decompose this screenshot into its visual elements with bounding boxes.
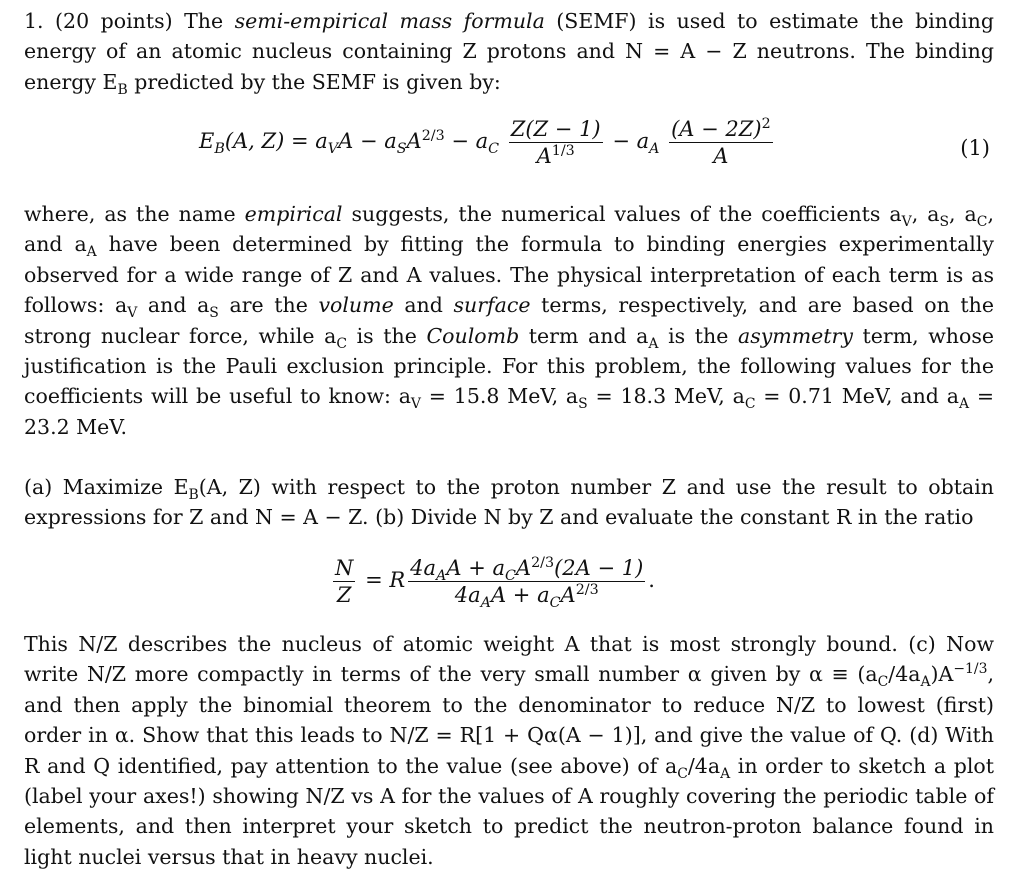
ratio-denominator — [408, 582, 645, 612]
eq1-args: (A, Z) = a — [224, 129, 328, 153]
intro-text-3: predicted by the SEMF is given by: — [127, 69, 501, 94]
aa-sub: A — [649, 141, 660, 158]
p4-text: , and then apply the binomial theorem to the denominator to reduce N/Z to lowest (first) order in α. Show that this leads to N/Z = R[1 + Qα(A − 1)], and give the value of Q. (d) With R and Q identified, pay attention to the value (see above) of a — [24, 662, 994, 778]
p2-sub: V — [901, 214, 912, 231]
p2-text: = 23.2 MeV. — [24, 384, 995, 439]
p2-text: term and a — [519, 323, 649, 348]
p2-sub: A — [958, 396, 970, 413]
coulomb-den-exp: 1/3 — [551, 143, 575, 159]
p2-sub: S — [939, 214, 950, 231]
empirical-word: empirical — [244, 202, 343, 226]
asymmetry-numerator — [669, 116, 773, 143]
asym-num-base: (A − 2Z) — [671, 117, 762, 141]
p2-text: where, as the name — [24, 202, 245, 226]
p2-text: , a — [949, 202, 977, 226]
eq1-term3: − a — [444, 129, 489, 153]
p2-text: term, whose justification is the Pauli exclusion principle. For this problem, the following values for the coefficients will be useful to know: a — [24, 323, 995, 409]
intro-text: 1. (20 points) The — [24, 9, 235, 33]
p2-text: have been determined by fitting the formula to binding energies experimentally observed for a wide range of Z and A values. The physical interpretation of each term is as follows: a — [24, 232, 994, 318]
eb-sub: B — [214, 141, 225, 158]
p2-sub: A — [86, 244, 97, 261]
r-den-c-exp: 2/3 — [575, 582, 599, 598]
nz-numerator: N — [335, 556, 354, 580]
p2-text: and a — [137, 293, 210, 318]
p2-text: = 0.71 MeV, and a — [755, 384, 959, 409]
p4-sup: −1/3 — [953, 661, 988, 678]
r-num-b-sub: C — [505, 568, 516, 585]
p2-sub: V — [127, 305, 138, 322]
coulomb-word: Coulomb — [426, 323, 520, 348]
r-den-b: A + a — [490, 583, 550, 607]
p2-text: are the — [218, 293, 319, 318]
r-num-c-exp: 2/3 — [531, 555, 555, 571]
p2-sub: C — [976, 214, 988, 231]
p2-sub: S — [578, 396, 588, 413]
asym-num-exp: 2 — [761, 116, 771, 132]
asymmetry-word: asymmetry — [737, 323, 853, 348]
eb-subscript: B — [117, 81, 128, 98]
ac-sub: C — [488, 141, 500, 158]
p4-sub: A — [720, 765, 731, 782]
ratio-numerator — [408, 555, 645, 585]
ratio-fraction — [408, 555, 645, 612]
p2-text: is the — [658, 323, 738, 348]
eq1-term2-exp: 2/3 — [421, 128, 445, 144]
volume-word: volume — [318, 293, 394, 318]
p4-sub: A — [920, 674, 931, 691]
r-den-a: 4a — [454, 583, 481, 607]
equation-1-body — [199, 116, 776, 169]
coefficients-paragraph — [24, 199, 994, 442]
equation-2-body — [330, 555, 655, 612]
nz-fraction — [333, 555, 355, 608]
asymmetry-denominator: A — [713, 144, 729, 168]
p4-text: /4a — [687, 753, 721, 778]
av-sub: V — [327, 141, 339, 158]
coulomb-den-base: A — [536, 144, 552, 168]
equation-2 — [24, 555, 994, 621]
eb-symbol: E — [199, 129, 215, 153]
equals-r: = R — [365, 568, 406, 592]
intro-text-2: (SEMF) is used to estimate the binding energy of an atomic nucleus containing Z protons and N = A − Z neutrons. The binding energy E — [24, 9, 994, 94]
r-num-a: 4a — [410, 556, 437, 580]
p4-text: )A — [930, 662, 954, 687]
eq1-term2: A — [406, 129, 422, 153]
r-num-b: A + a — [446, 556, 505, 580]
asymmetry-fraction — [669, 116, 773, 169]
p2-sub: V — [410, 396, 421, 413]
r-den-a-sub: A — [480, 595, 491, 612]
p4-text: in order to sketch a plot (label your axes!) showing N/Z vs A for the values of A roughly covering the periodic table of elements, and then interpret your sketch to predict the neutron-proton balance found in light nuclei versus that in heavy nuclei. — [24, 753, 994, 869]
coulomb-denominator — [509, 143, 603, 169]
nz-denominator: Z — [336, 583, 352, 607]
p2-sub: C — [744, 396, 756, 413]
equation-1 — [24, 116, 994, 186]
coulomb-numerator: Z(Z − 1) — [510, 117, 601, 141]
part-a-b-text: (A, Z) with respect to the proton number Z and use the result to obtain expressions for Z and N = A − Z. (b) Divide N by Z and evaluate the constant R in the ratio — [24, 475, 994, 530]
p2-sub: A — [648, 335, 659, 352]
r-num-a-sub: A — [436, 568, 447, 585]
p2-text: , a — [911, 202, 940, 226]
p4-sub: C — [677, 765, 688, 782]
r-num-c: A — [515, 556, 532, 580]
eq1-term1: A − a — [338, 129, 397, 153]
surface-word: surface — [453, 293, 531, 318]
p2-text: = 15.8 MeV, a — [421, 384, 579, 409]
problem-intro — [24, 6, 994, 97]
p2-text: is the — [347, 323, 427, 348]
p4-text: This N/Z describes the nucleus of atomic weight A that is most strongly bound. (c) Now write N/Z more compactly in terms of the very small number α given by α ≡ (a — [24, 632, 994, 687]
part-a-sub: B — [188, 487, 199, 504]
semf-name: semi-empirical mass formula — [234, 9, 545, 33]
parts-a-b — [24, 472, 994, 533]
p2-text: = 18.3 MeV, a — [587, 384, 745, 409]
p4-sub: C — [877, 674, 889, 691]
p2-sub: C — [336, 335, 348, 352]
p2-sub: S — [209, 305, 219, 322]
p2-text: terms, respectively, and are based on the strong nuclear force, while a — [24, 293, 995, 348]
p2-text: and — [393, 293, 454, 318]
r-den-c: A — [560, 583, 576, 607]
r-den-b-sub: C — [549, 595, 561, 612]
equation-number: (1) — [960, 136, 990, 160]
coulomb-fraction — [509, 116, 603, 169]
p2-text: , and a — [24, 202, 994, 257]
p2-text: suggests, the numerical values of the coefficients a — [342, 202, 902, 226]
as-sub: S — [396, 141, 407, 158]
parts-c-d — [24, 629, 994, 872]
part-a-text: (a) Maximize E — [24, 475, 189, 499]
eq2-period: . — [648, 568, 655, 592]
r-num-d: (2A − 1) — [554, 556, 644, 580]
p4-text: /4a — [888, 662, 921, 687]
eq1-term4: − a — [605, 129, 650, 153]
